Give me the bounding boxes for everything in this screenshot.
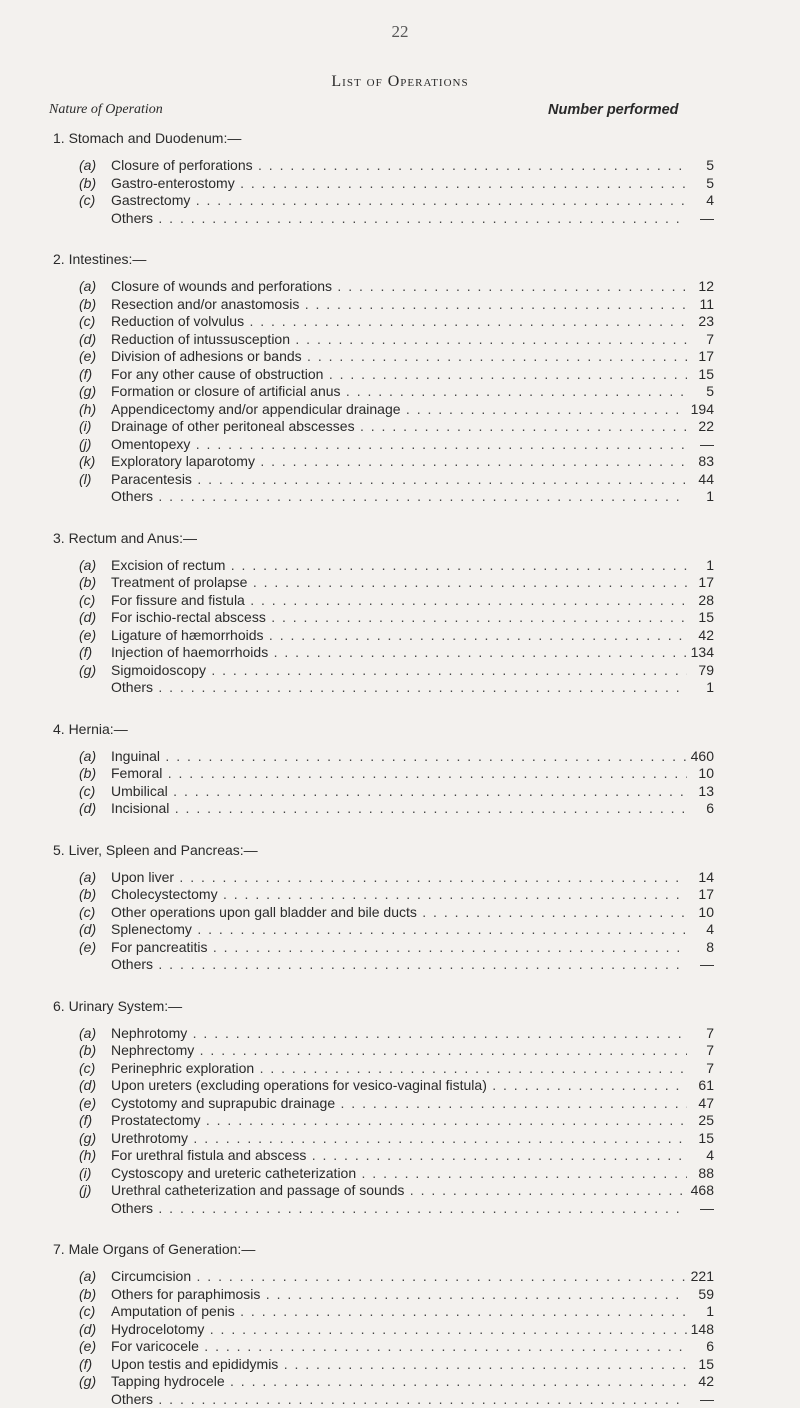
operation-count: 6 [706, 1338, 714, 1356]
operation-name: Exploratory laparotomy . . . [111, 453, 687, 471]
item-letter: (c) [79, 904, 95, 922]
item-letter: (b) [79, 886, 96, 904]
operation-count: 88 [698, 1165, 714, 1183]
operation-name: Inguinal . . . [111, 748, 687, 766]
item-letter: (d) [79, 800, 96, 818]
operation-count: — [700, 1391, 714, 1408]
operation-count: 15 [698, 1130, 714, 1148]
operation-count: 221 [691, 1268, 714, 1286]
operation-name: Tapping hydrocele . . . [111, 1373, 687, 1391]
operation-name: Reduction of intussusception . . . [111, 331, 687, 349]
operation-count: 5 [706, 175, 714, 193]
operations-list [0, 120, 800, 1408]
operation-count: 17 [698, 574, 714, 592]
operation-row [0, 1077, 800, 1095]
item-letter: (c) [79, 1060, 95, 1078]
operation-row [0, 1130, 800, 1148]
operation-name: For ischio-rectal abscess . . . [111, 609, 687, 627]
operation-row [0, 1356, 800, 1374]
operation-count: — [700, 1200, 714, 1218]
item-letter: (f) [79, 1356, 92, 1374]
operation-row [0, 331, 800, 349]
operation-row [0, 644, 800, 662]
item-letter: (l) [79, 471, 91, 489]
operation-name: Ligature of hæmorrhoids . . . [111, 627, 687, 645]
operation-row [0, 453, 800, 471]
operation-row [0, 1060, 800, 1078]
operation-row [0, 313, 800, 331]
operation-count: 148 [691, 1321, 714, 1339]
item-letter: (c) [79, 313, 95, 331]
operation-row [0, 366, 800, 384]
operation-row [0, 1095, 800, 1113]
operation-name: Femoral . . . [111, 765, 687, 783]
operation-name: Others for paraphimosis . . . [111, 1286, 687, 1304]
operation-name: Nephrotomy . . . [111, 1025, 687, 1043]
section-title: 5. Liver, Spleen and Pancreas:— [53, 841, 800, 860]
item-letter: (f) [79, 1112, 92, 1130]
operation-row [0, 1147, 800, 1165]
item-letter: (i) [79, 1165, 91, 1183]
operation-name: Cystoscopy and ureteric catheterization . . . [111, 1165, 687, 1183]
operation-name: Formation or closure of artificial anus . . . [111, 383, 687, 401]
operation-name: Splenectomy . . . [111, 921, 687, 939]
operation-name: For fissure and fistula . . . [111, 592, 687, 610]
operation-row [0, 1391, 800, 1408]
item-letter: (h) [79, 1147, 96, 1165]
operation-count: 42 [698, 627, 714, 645]
operation-row [0, 210, 800, 228]
item-letter: (e) [79, 1095, 96, 1113]
operation-count: 10 [698, 765, 714, 783]
item-letter: (e) [79, 1338, 96, 1356]
operation-row [0, 348, 800, 366]
item-letter: (a) [79, 557, 96, 575]
operation-name: Hydrocelotomy . . . [111, 1321, 687, 1339]
operation-count: 4 [706, 1147, 714, 1165]
operation-row [0, 1303, 800, 1321]
operation-row [0, 175, 800, 193]
operation-name: Others . . . [111, 1391, 687, 1408]
operation-row [0, 488, 800, 506]
operation-name: Perinephric exploration . . . [111, 1060, 687, 1078]
operation-name: Amputation of penis . . . [111, 1303, 687, 1321]
operation-row [0, 401, 800, 419]
operation-name: Umbilical . . . [111, 783, 687, 801]
item-letter: (g) [79, 662, 96, 680]
section-title: 4. Hernia:— [53, 720, 800, 739]
operation-section [0, 1240, 800, 1408]
operation-row [0, 748, 800, 766]
operation-count: — [700, 956, 714, 974]
operation-name: Reduction of volvulus . . . [111, 313, 687, 331]
operation-row [0, 1321, 800, 1339]
operation-name: Appendicectomy and/or appendicular drainage . . . [111, 401, 687, 419]
operation-name: Urethrotomy . . . [111, 1130, 687, 1148]
operation-count: 460 [691, 748, 714, 766]
operation-row [0, 886, 800, 904]
page-number: 22 [0, 22, 800, 42]
item-letter: (a) [79, 748, 96, 766]
operation-row [0, 679, 800, 697]
operation-count: 15 [698, 1356, 714, 1374]
operation-row [0, 418, 800, 436]
section-items [0, 1268, 800, 1408]
operation-count: 194 [691, 401, 714, 419]
item-letter: (d) [79, 609, 96, 627]
operation-name: Others . . . [111, 679, 687, 697]
operation-count: — [700, 210, 714, 228]
section-items [0, 557, 800, 697]
operation-row [0, 1165, 800, 1183]
operation-count: 134 [691, 644, 714, 662]
operation-name: Closure of perforations . . . [111, 157, 687, 175]
operation-name: Sigmoidoscopy . . . [111, 662, 687, 680]
operation-count: 4 [706, 192, 714, 210]
item-letter: (c) [79, 1303, 95, 1321]
operation-count: 7 [706, 331, 714, 349]
operation-name: Upon ureters (excluding operations for vesico-vaginal fistula) . . . [111, 1077, 687, 1095]
section-title: 1. Stomach and Duodenum:— [53, 129, 800, 148]
item-letter: (a) [79, 1268, 96, 1286]
item-letter: (b) [79, 1042, 96, 1060]
operation-row [0, 1338, 800, 1356]
operation-row [0, 383, 800, 401]
item-letter: (a) [79, 157, 96, 175]
operation-count: 1 [706, 488, 714, 506]
operation-count: 5 [706, 383, 714, 401]
operation-count: 59 [698, 1286, 714, 1304]
operation-count: 47 [698, 1095, 714, 1113]
operation-section [0, 841, 800, 974]
operation-row [0, 436, 800, 454]
item-letter: (g) [79, 383, 96, 401]
operation-row [0, 662, 800, 680]
operation-count: 28 [698, 592, 714, 610]
operation-count: 44 [698, 471, 714, 489]
operation-count: 15 [698, 609, 714, 627]
operation-name: Others . . . [111, 1200, 687, 1218]
operation-name: Gastro-enterostomy . . . [111, 175, 687, 193]
operation-name: Drainage of other peritoneal abscesses . . . [111, 418, 687, 436]
operation-name: Cholecystectomy . . . [111, 886, 687, 904]
operation-name: Division of adhesions or bands . . . [111, 348, 687, 366]
operation-name: Nephrectomy . . . [111, 1042, 687, 1060]
operation-count: 42 [698, 1373, 714, 1391]
operation-count: 468 [691, 1182, 714, 1200]
operation-name: Closure of wounds and perforations . . . [111, 278, 687, 296]
column-header-operation: Nature of Operation [49, 102, 163, 118]
operation-name: Omentopexy . . . [111, 436, 687, 454]
section-items [0, 157, 800, 227]
item-letter: (e) [79, 348, 96, 366]
operation-section [0, 129, 800, 227]
operation-section [0, 250, 800, 506]
operation-row [0, 471, 800, 489]
item-letter: (c) [79, 783, 95, 801]
operation-row [0, 869, 800, 887]
operation-name: Others . . . [111, 956, 687, 974]
operation-name: Circumcision . . . [111, 1268, 687, 1286]
operation-name: For pancreatitis . . . [111, 939, 687, 957]
column-header-number: Number performed [548, 102, 679, 118]
operation-name: Others . . . [111, 488, 687, 506]
operation-count: 7 [706, 1060, 714, 1078]
operation-row [0, 627, 800, 645]
section-title: 3. Rectum and Anus:— [53, 529, 800, 548]
operation-section [0, 529, 800, 697]
operation-row [0, 296, 800, 314]
operation-count: 7 [706, 1042, 714, 1060]
operation-name: Upon testis and epididymis . . . [111, 1356, 687, 1374]
operation-count: 25 [698, 1112, 714, 1130]
operation-row [0, 1268, 800, 1286]
operation-count: 5 [706, 157, 714, 175]
operation-name: Other operations upon gall bladder and bile ducts . . . [111, 904, 687, 922]
operation-row [0, 1286, 800, 1304]
operation-count: 8 [706, 939, 714, 957]
operation-row [0, 783, 800, 801]
item-letter: (e) [79, 939, 96, 957]
operation-row [0, 765, 800, 783]
item-letter: (c) [79, 592, 95, 610]
operation-count: 6 [706, 800, 714, 818]
item-letter: (e) [79, 627, 96, 645]
item-letter: (b) [79, 1286, 96, 1304]
operation-count: 4 [706, 921, 714, 939]
item-letter: (a) [79, 1025, 96, 1043]
item-letter: (j) [79, 1182, 91, 1200]
operation-section [0, 997, 800, 1218]
operation-count: — [700, 436, 714, 454]
operation-name: Cystotomy and suprapubic drainage . . . [111, 1095, 687, 1113]
section-title: 2. Intestines:— [53, 250, 800, 269]
operation-count: 61 [698, 1077, 714, 1095]
operation-row [0, 939, 800, 957]
operation-name: Treatment of prolapse . . . [111, 574, 687, 592]
item-letter: (h) [79, 401, 96, 419]
operation-section [0, 720, 800, 818]
operation-count: 15 [698, 366, 714, 384]
operation-name: Injection of haemorrhoids . . . [111, 644, 687, 662]
item-letter: (d) [79, 331, 96, 349]
operation-name: For varicocele . . . [111, 1338, 687, 1356]
operation-count: 1 [706, 557, 714, 575]
operation-row [0, 1042, 800, 1060]
operation-row [0, 956, 800, 974]
item-letter: (d) [79, 1077, 96, 1095]
operation-row [0, 574, 800, 592]
operation-row [0, 278, 800, 296]
operation-row [0, 609, 800, 627]
item-letter: (f) [79, 644, 92, 662]
operation-count: 22 [698, 418, 714, 436]
item-letter: (g) [79, 1373, 96, 1391]
operation-name: Urethral catheterization and passage of sounds . . . [111, 1182, 687, 1200]
operation-name: For any other cause of obstruction . . . [111, 366, 687, 384]
operation-row [0, 592, 800, 610]
operation-count: 23 [698, 313, 714, 331]
section-items [0, 278, 800, 506]
item-letter: (c) [79, 192, 95, 210]
operation-count: 83 [698, 453, 714, 471]
item-letter: (a) [79, 278, 96, 296]
item-letter: (f) [79, 366, 92, 384]
operation-count: 12 [698, 278, 714, 296]
section-items [0, 748, 800, 818]
item-letter: (a) [79, 869, 96, 887]
operation-row [0, 921, 800, 939]
operation-row [0, 1200, 800, 1218]
section-title: 7. Male Organs of Generation:— [53, 1240, 800, 1259]
operation-count: 7 [706, 1025, 714, 1043]
item-letter: (k) [79, 453, 95, 471]
operation-count: 14 [698, 869, 714, 887]
operation-name: Others . . . [111, 210, 687, 228]
operation-row [0, 800, 800, 818]
operation-count: 79 [698, 662, 714, 680]
operation-count: 17 [698, 886, 714, 904]
item-letter: (d) [79, 921, 96, 939]
item-letter: (d) [79, 1321, 96, 1339]
operation-name: Paracentesis . . . [111, 471, 687, 489]
item-letter: (b) [79, 574, 96, 592]
operation-name: Prostatectomy . . . [111, 1112, 687, 1130]
operation-name: Excision of rectum . . . [111, 557, 687, 575]
operation-name: For urethral fistula and abscess . . . [111, 1147, 687, 1165]
item-letter: (g) [79, 1130, 96, 1148]
section-title: 6. Urinary System:— [53, 997, 800, 1016]
operation-name: Incisional . . . [111, 800, 687, 818]
item-letter: (j) [79, 436, 91, 454]
item-letter: (b) [79, 296, 96, 314]
operation-row [0, 1373, 800, 1391]
operation-count: 17 [698, 348, 714, 366]
operation-count: 11 [699, 296, 714, 314]
operation-row [0, 557, 800, 575]
operation-row [0, 1182, 800, 1200]
page-title: List of Operations [0, 73, 800, 91]
operation-name: Gastrectomy . . . [111, 192, 687, 210]
item-letter: (b) [79, 765, 96, 783]
section-items [0, 1025, 800, 1218]
operation-count: 10 [698, 904, 714, 922]
operation-row [0, 157, 800, 175]
operation-count: 1 [706, 1303, 714, 1321]
operation-count: 13 [698, 783, 714, 801]
item-letter: (i) [79, 418, 91, 436]
section-items [0, 869, 800, 974]
operation-name: Upon liver . . . [111, 869, 687, 887]
item-letter: (b) [79, 175, 96, 193]
operation-row [0, 1112, 800, 1130]
operation-row [0, 1025, 800, 1043]
operation-name: Resection and/or anastomosis . . . [111, 296, 687, 314]
operation-row [0, 904, 800, 922]
operation-row [0, 192, 800, 210]
operation-count: 1 [706, 679, 714, 697]
